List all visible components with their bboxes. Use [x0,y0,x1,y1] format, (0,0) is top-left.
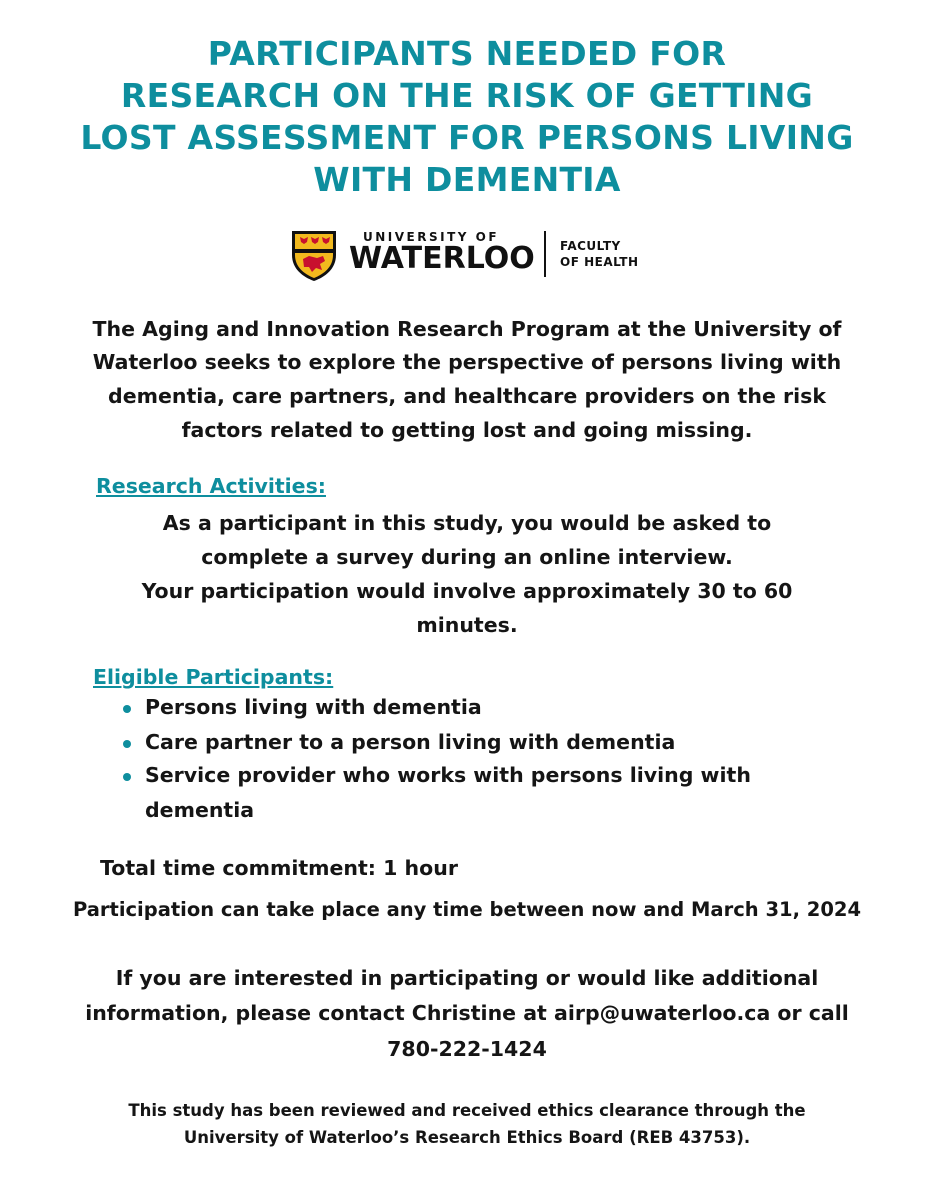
list-item-continuation: dementia [145,798,255,822]
list-item: Service provider who works with persons living with [145,763,751,787]
intro-line-4: factors related to getting lost and going missing. [181,418,753,442]
bullet-icon [123,773,131,781]
title-line-2: RESEARCH ON THE RISK OF GETTING [120,76,814,115]
research-activities-heading: Research Activities: [96,474,326,498]
intro-line-2: Waterloo seeks to explore the perspective of persons living with [92,350,842,374]
title-line-3: LOST ASSESSMENT FOR PERSONS LIVING [80,118,854,157]
bullet-icon [123,705,131,713]
activities-line-3: Your participation would involve approximately 30 to 60 [141,579,793,603]
activities-line-1: As a participant in this study, you would be asked to [162,511,772,535]
logo-faculty-line-1: FACULTY [560,239,621,253]
activities-line-2: complete a survey during an online interview. [201,545,733,569]
logo-waterloo: WATERLOO [349,241,535,276]
title-line-4: WITH DEMENTIA [313,160,621,199]
title-line-1: PARTICIPANTS NEEDED FOR [207,34,727,73]
logo-divider [544,231,546,277]
logo-faculty [560,238,639,270]
intro-line-1: The Aging and Innovation Research Program at the University of [92,317,842,341]
list-item: Persons living with dementia [145,695,482,719]
ethics-line-1: This study has been reviewed and received ethics clearance through the [128,1101,806,1120]
bullet-icon [123,740,131,748]
crest-shield-icon [289,229,339,283]
contact-line-2: information, please contact Christine at airp@uwaterloo.ca or call [85,1001,849,1025]
activities-line-4: minutes. [416,613,518,637]
ethics-line-2: University of Waterloo’s Research Ethics Board (REB 43753). [183,1128,751,1147]
contact-line-3: 780-222-1424 [387,1037,547,1061]
participation-window: Participation can take place any time between now and March 31, 2024 [72,898,862,921]
logo-university-of: UNIVERSITY OF [363,230,500,244]
list-item: Care partner to a person living with dementia [145,730,676,754]
contact-line-1: If you are interested in participating or would like additional [115,966,819,990]
logo-faculty-line-2: OF HEALTH [560,255,639,269]
intro-line-3: dementia, care partners, and healthcare providers on the risk [108,384,826,408]
time-commitment: Total time commitment: 1 hour [100,856,458,880]
eligible-participants-heading: Eligible Participants: [93,665,334,689]
university-logo [289,229,649,287]
